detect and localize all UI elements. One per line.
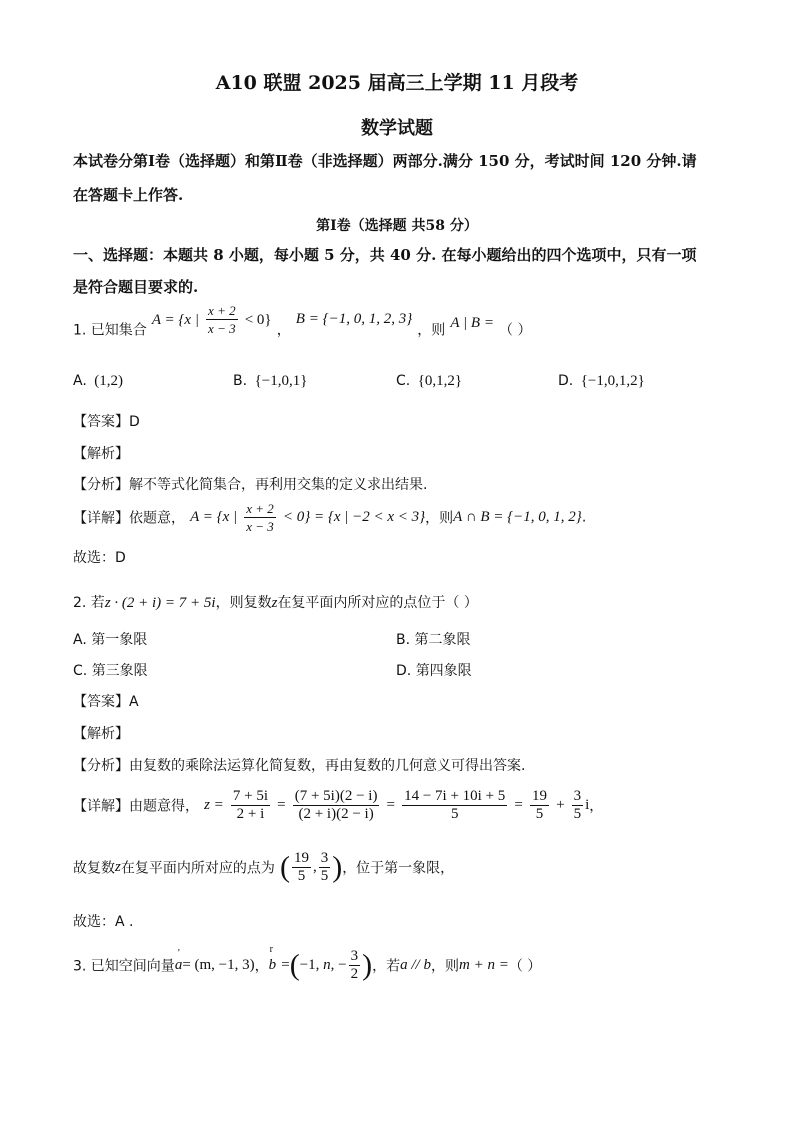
q1-fraction [206, 302, 238, 337]
q2-option-b [396, 629, 471, 649]
page-title: A10 联盟 2025 届高三上学期 11 月段考 [215, 72, 579, 94]
q1-number: 1. 已知集合 [73, 322, 147, 339]
q2-frac-2-num: (7 + 5i)(2 − i) [294, 788, 378, 804]
q2-point-open-paren: ( [279, 850, 290, 884]
q1-set-b: B = {−1, 0, 1, 2, 3} [295, 311, 413, 327]
q2-choose-label: 故选： [73, 914, 115, 930]
q1-detail-end: . [581, 509, 587, 526]
q1-option-d-label: D. [558, 373, 574, 389]
q1-option-c [396, 373, 462, 390]
q2-fenxi-text: 由复数的乘除法运算化简复数，再由复数的几何意义可得出答案. [129, 758, 526, 774]
q1-option-a-value: (1,2) [94, 373, 124, 389]
q1-frac-den: x − 3 [208, 321, 236, 336]
q1-option-d-value: {−1,0,1,2} [580, 373, 645, 389]
q2-imag-unit: i [585, 797, 590, 813]
q1-paren: （ ） [499, 322, 532, 339]
q1-analysis-label: 【解析】 [73, 446, 129, 462]
q2-frac-4-num: 19 [531, 788, 547, 804]
q1-option-c-value: {0,1,2} [417, 373, 463, 389]
question-1 [73, 303, 532, 347]
q2-point-frac-1-den: 5 [297, 868, 306, 884]
q1-detail-pre: 依题意， [129, 510, 185, 527]
q2-point-frac-2-num: 3 [320, 850, 329, 866]
q2-answer-value: A [129, 694, 139, 710]
q2-frac-5 [572, 788, 584, 823]
q2-frac-1-den: 2 + i [236, 806, 265, 822]
q1-detail-set: A = {x | [190, 509, 238, 525]
q1-fenxi-text: 解不等式化简集合，再利用交集的定义求出结果. [129, 477, 428, 493]
q1-detail [73, 500, 586, 535]
q3-b-components: −1, n, − [299, 957, 347, 973]
q1-detail-frac-den: x − 3 [246, 519, 274, 534]
q2-eq-2: = [386, 797, 395, 813]
q1-set-a: A = {x | [151, 312, 199, 328]
q1-detail-result: A ∩ B = {−1, 0, 1, 2} [453, 509, 582, 525]
q2-choose [73, 911, 133, 931]
q2-option-d-label: D. [396, 663, 412, 679]
q2-point-frac-1-num: 19 [293, 850, 309, 866]
page-subtitle: 数学试题 [361, 118, 433, 139]
q1-detail-frac-num: x + 2 [246, 501, 274, 516]
q2-number: 2. 若 [73, 595, 105, 611]
q2-eq-1: = [277, 797, 286, 813]
q3-if: ，若 [372, 958, 401, 975]
intro-line-1: 本试卷分第Ⅰ卷（选择题）和第Ⅱ卷（非选择题）两部分.满分 150 分，考试时间 120 分钟.请 [73, 152, 697, 170]
q2-choose-value: A . [115, 914, 134, 930]
q2-frac-2 [293, 788, 380, 823]
q1-option-b [233, 373, 307, 390]
q2-frac-1-num: 7 + 5i [232, 788, 269, 804]
q2-point-sep: , [312, 859, 317, 875]
q2-fenxi [73, 755, 525, 775]
q2-point [73, 850, 454, 885]
q2-frac-5-den: 5 [573, 806, 582, 822]
q1-option-a [73, 373, 123, 390]
q1-option-a-label: A. [73, 373, 87, 389]
q3-then: ，则 [430, 958, 459, 975]
q1-then: ，则 [417, 322, 446, 339]
q1-detail-then: ，则 [425, 510, 454, 527]
intro-line-2: 在答题卡上作答. [73, 186, 184, 204]
q2-frac-5-num: 3 [573, 788, 582, 804]
q2-point-frac-1 [292, 850, 311, 885]
q1-option-d [558, 373, 645, 390]
q2-point-after: ，位于第一象限， [342, 860, 455, 877]
q3-vector-b: r b [269, 957, 277, 974]
question-2 [73, 592, 478, 612]
q2-detail [73, 788, 603, 823]
q1-comma: ， [276, 322, 291, 339]
q2-frac-1 [231, 788, 270, 823]
q1-option-b-value: {−1,0,1} [254, 373, 308, 389]
q2-comma: ， [589, 798, 604, 815]
q2-option-a-label: A. [73, 632, 87, 648]
q3-ask: m + n = [458, 957, 509, 973]
q2-fenxi-label: 【分析】 [73, 758, 129, 774]
q2-option-d-value: 第四象限 [415, 663, 472, 679]
q2-point-frac-2 [319, 850, 331, 885]
q2-frac-3-num: 14 − 7i + 10i + 5 [404, 788, 506, 804]
q2-option-c-value: 第三象限 [91, 663, 148, 679]
q1-ask: A | B = [450, 315, 494, 331]
q3-b-eq-open: = [281, 957, 290, 973]
q1-choose [73, 547, 126, 567]
q3-comma: ， [254, 958, 269, 975]
q2-detail-label: 【详解】 [73, 798, 129, 815]
q2-point-close-paren: ) [332, 850, 343, 884]
section-heading: 第Ⅰ卷（选择题 共58 分） [316, 218, 478, 234]
q2-z: z [271, 595, 278, 611]
q2-plus: + [556, 797, 565, 813]
q2-option-b-value: 第二象限 [414, 632, 471, 648]
q2-option-c [73, 660, 148, 680]
q3-vector-a-value: = (m, −1, 3) [182, 957, 255, 973]
q2-point-z: z [115, 859, 121, 875]
q2-frac-4 [530, 788, 549, 823]
q3-vector-a: ' a [175, 957, 183, 974]
q2-eq-3: = [514, 797, 523, 813]
q1-detail-label: 【详解】 [73, 510, 129, 527]
q2-option-c-label: C. [73, 663, 88, 679]
q2-option-d [396, 660, 472, 680]
q1-choose-value: D [115, 550, 126, 566]
q2-frac-3 [402, 788, 507, 823]
q3-paren: （ ） [508, 958, 542, 975]
q2-frac-2-den: (2 + i)(2 − i) [298, 806, 374, 822]
section-instruction-2: 是符合题目要求的. [73, 278, 199, 296]
q1-answer [73, 411, 140, 431]
q2-text-2: 在复平面内所对应的点位于（ ） [277, 595, 478, 611]
q2-point-pre: 故复数 [73, 860, 115, 877]
q2-point-text: 在复平面内所对应的点为 [120, 860, 275, 877]
q2-z-eq: z = [204, 797, 224, 813]
q2-answer [73, 691, 139, 711]
q1-option-b-label: B. [233, 373, 248, 389]
q2-frac-4-den: 5 [535, 806, 544, 822]
q2-point-frac-2-den: 5 [320, 868, 329, 884]
q1-set-a-end: < 0} [244, 312, 272, 328]
q2-frac-3-den: 5 [450, 806, 459, 822]
q1-choose-label: 故选： [73, 550, 115, 566]
q3-open-paren: ( [289, 948, 300, 982]
section-instruction-1: 一、选择题：本题共 8 小题，每小题 5 分，共 40 分. 在每小题给出的四个选项中，只有一项 [73, 246, 697, 264]
q3-b-frac-den: 2 [350, 966, 359, 982]
q2-option-a [73, 629, 147, 649]
q2-equation: z · (2 + i) = 7 + 5i [104, 595, 216, 611]
q1-answer-label: 【答案】 [73, 414, 129, 430]
q2-answer-label: 【答案】 [73, 694, 129, 710]
q1-fenxi-label: 【分析】 [73, 477, 129, 493]
q1-answer-value: D [129, 414, 140, 430]
q2-analysis-label: 【解析】 [73, 726, 129, 742]
q3-parallel: a // b [400, 957, 431, 973]
q2-option-b-label: B. [396, 632, 411, 648]
q1-frac-num: x + 2 [208, 303, 236, 318]
q2-option-a-value: 第一象限 [91, 632, 148, 648]
q3-b-fraction [349, 948, 361, 983]
q2-detail-pre: 由题意得， [129, 798, 199, 815]
q3-b-frac-num: 3 [350, 948, 359, 964]
q1-detail-fraction [244, 500, 276, 535]
question-3 [73, 948, 541, 983]
q3-number: 3. 已知空间向量 [73, 958, 175, 975]
q3-close-paren: ) [362, 948, 373, 982]
q1-option-c-label: C. [396, 373, 411, 389]
q1-fenxi [73, 474, 427, 494]
q2-text: ，则复数 [215, 595, 272, 611]
q1-detail-mid: < 0} = {x | −2 < x < 3} [282, 509, 426, 525]
